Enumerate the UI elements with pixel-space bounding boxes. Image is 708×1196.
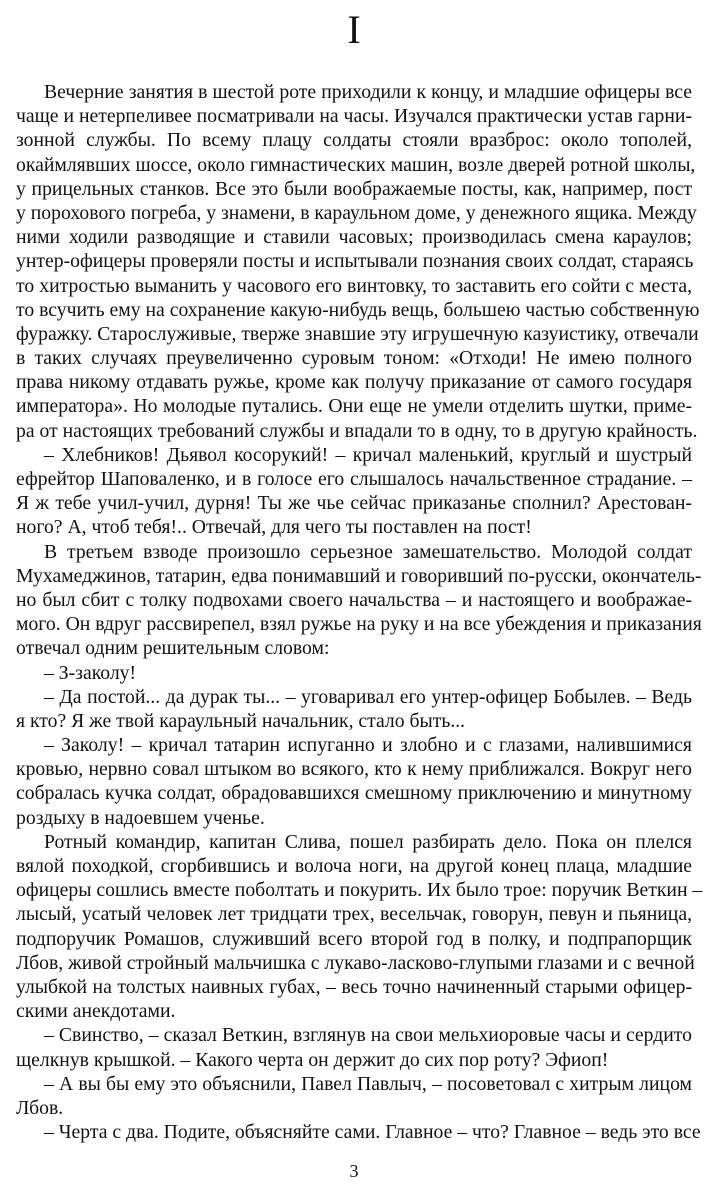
text-line: скими анекдотами.: [16, 1000, 176, 1023]
text-line: то всучить ему на сохранение какую-нибудь вещь, большею частью собственную: [16, 298, 700, 321]
text-line: офицеры сошлись вместе поболтать и покурить. Их было трое: поручик Веткин –: [16, 879, 703, 902]
text-line: фуражку. Старослуживые, тверже знавшие эту игрушечную казуистику, отвечали: [16, 322, 699, 345]
text-line: вялой походкой, сгорбившись и волоча ноги, на другой конец плаца, младшие: [16, 855, 692, 877]
text-line: ного? А, чтоб тебя!.. Отвечай, для чего ты поставлен на пост!: [16, 516, 532, 539]
text-line: – Свинство, – сказал Веткин, взглянув на свои мельхиоровые часы и сердито: [44, 1024, 692, 1047]
text-line: Ротный командир, капитан Слива, пошел разбирать дело. Пока он плелся: [44, 830, 692, 853]
text-line: я кто? Я же твой караульный начальник, стало быть...: [16, 709, 466, 732]
text-line: щелкнув крышкой. – Какого черта он держит до сих пор роту? Эфиоп!: [16, 1048, 609, 1071]
text-line: собралась кучка солдат, обрадовавшихся смешному приключению и минутному: [16, 782, 692, 805]
chapter-heading: I: [347, 7, 361, 52]
text-line: унтер-офицеры проверяли посты и испытывали познания своих солдат, стараясь: [16, 250, 694, 273]
text-line: то хитростью выманить у часового его винтовку, то заставить его сойти с места,: [16, 274, 692, 297]
text-line: мого. Он вдруг рассвирепел, взял ружье на руку и на все убеждения и приказания: [16, 613, 702, 636]
text-line: отвечал одним решительным словом:: [16, 637, 330, 660]
text-line: лысый, усатый человек лет тридцати трех, весельчак, говорун, певун и пьяница,: [16, 903, 692, 926]
text-line: Вечерние занятия в шестой роте приходили к концу, и младшие офицеры все: [44, 81, 692, 103]
text-line: чаще и нетерпеливее посматривали на часы. Изучался практически устав гарни-: [16, 105, 692, 128]
text-line: – Заколу! – кричал татарин испуганно и злобно и с глазами, налившимися: [44, 734, 692, 757]
text-line: ефрейтор Шаповаленко, и в голосе его слышалось начальственное страдание. –: [16, 468, 692, 490]
body-text: [16, 80, 703, 1144]
text-line: права никому отдавать ружье, кроме как получу приказание от самого государя: [16, 371, 692, 394]
text-line: Мухамеджинов, татарин, едва понимавший и говоривший по-русски, окончатель-: [16, 564, 702, 587]
text-line: ра от настоящих требований службы и впадали то в одну, то в другую крайность.: [16, 419, 698, 442]
text-line: кровью, нервно совал штыком во всякого, кто к нему приближался. Вокруг него: [16, 758, 692, 781]
text-line: ними ходили разводящие и ставили часовых; производилась смена караулов;: [16, 226, 692, 249]
text-line: – Черта с два. Подите, объясняйте сами. Главное – что? Главное – ведь это все: [44, 1121, 701, 1144]
text-line: подпоручик Ромашов, служивший всего второй год в полку, и подпрапорщик: [16, 927, 692, 950]
text-line: роздыху в надоевшем ученье.: [16, 806, 265, 829]
text-line: Лбов.: [16, 1096, 64, 1119]
text-line: императора». Но молодые путались. Они еще не умели отделить шутки, приме-: [16, 395, 692, 418]
text-line: улыбкой на толстых наивных губах, – весь точно начиненный старыми офицер-: [16, 975, 692, 998]
text-line: в таких случаях преувеличенно суровым тоном: «Отходи! Не имею полного: [16, 347, 692, 370]
text-line: – З-заколу!: [44, 661, 137, 684]
text-line: Лбов, живой стройный мальчишка с лукаво-ласково-глупыми глазами и с вечной: [16, 951, 695, 974]
text-line: окаймлявших шоссе, около гимнастических машин, возле дверей ротной школы,: [16, 153, 696, 176]
text-line: – А вы бы ему это объяснили, Павел Павлыч, – посоветовал с хитрым лицом: [44, 1072, 692, 1095]
text-line: – Да постой... да дурак ты... – уговаривал его унтер-офицер Бобылев. – Ведь: [44, 685, 692, 708]
text-line: у порохового погреба, у знамени, в караульном доме, у денежного ящика. Между: [16, 201, 697, 224]
text-line: В третьем взводе произошло серьезное замешательство. Молодой солдат: [44, 540, 692, 563]
text-line: зонной службы. По всему плацу солдаты стояли вразброс: около тополей,: [16, 129, 692, 152]
text-line: но был сбит с толку подвохами своего начальства – и настоящего и воображае-: [16, 588, 692, 611]
text-line: Я ж тебе учил-учил, дурня! Ты же чье сейчас приказанье сполнил? Арестован-: [16, 492, 692, 515]
text-line: – Хлебников! Дьявол косорукий! – кричал маленький, круглый и шустрый: [44, 443, 692, 466]
page-number: 3: [349, 1161, 359, 1181]
text-line: у прицельных станков. Все это были воображаемые посты, как, например, пост: [16, 177, 692, 200]
